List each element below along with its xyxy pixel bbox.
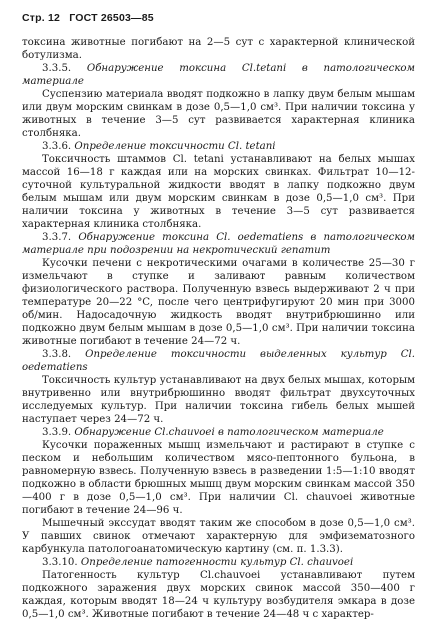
body-paragraph: Патогенность культур Cl.chauvoei устанавливают путем подкожного заражения двух морских свинок массой 350—400 г каждая, которым вводят 18—24 ч культуру возбудителя эмкара в дозе 0,5—1,0 см³. Животные погибают в течение 24—48 ч с характер- bbox=[22, 570, 415, 620]
section-heading bbox=[22, 348, 415, 374]
body-paragraph: Мышечный экссудат вводят таким же способом в дозе 0,5—1,0 см³. У павших свинок отмечают характерную для эмфизематозного карбункула патологоанатомическую картину (см. п. 1.3.3). bbox=[22, 518, 415, 555]
section-number: 3.3.9. bbox=[42, 427, 72, 438]
section-title: Определение токсичности выделенных культур Cl. oedematiens bbox=[22, 349, 415, 373]
section-heading bbox=[22, 231, 415, 257]
body-paragraph: токсина животные погибают на 2—5 сут с характерной клинической ботулизма. bbox=[22, 37, 415, 61]
section-heading bbox=[22, 62, 415, 88]
section-title: Обнаружение Cl.chauvoei в патологическом материале bbox=[74, 427, 384, 438]
section-number: 3.3.7. bbox=[42, 232, 72, 243]
section-title: Обнаружение токсина Cl.tetani в патологическом материале bbox=[22, 63, 415, 87]
section-title: Определение токсичности Cl. tetani bbox=[74, 141, 276, 152]
section-heading bbox=[22, 140, 415, 153]
section-number: 3.3.6. bbox=[42, 141, 72, 152]
section-title: Обнаружение токсина Cl. oedematiens в патологическом материале при подозрении на некротический гепатит bbox=[22, 232, 415, 256]
body-paragraph: Суспензию материала вводят подкожно в лапку двум белым мышам или двум морским свинкам в дозе 0,5—1,0 см³. При наличии токсина у животных в течение 3—5 сут развивается характерная клиника столбняка. bbox=[22, 89, 415, 139]
body-paragraph: Кусочки пораженных мышц измельчают и растирают в ступке с песком и небольшим количеством мясо-пептонного бульона, в равномерную взвесь. Полученную взвесь в разведении 1:5—1:10 вводят подкожно в области брюшных мышц двум морским свинкам массой 350—400 г в дозе 0,5—1,0 см³. При наличии Cl. chauvoei животные погибают в течение 24—96 ч. bbox=[22, 440, 415, 516]
section-title: Определение патогенности культур Cl. chauvoei bbox=[80, 557, 354, 568]
body-paragraph: Кусочки печени с некротическими очагами в количестве 25—30 г измельчают в ступке и заливают равным количеством физиологического раствора. Полученную взвесь выдерживают 2 ч при температуре 20—22 °C, после чего центрифугируют 20 мин при 3000 об/мин. Надосадочную жидкость вводят внутрибрюшинно или подкожно двум белым мышам в дозе 0,5—1,0 см³. При наличии токсина животные погибают в течение 24—72 ч. bbox=[22, 258, 415, 347]
page-header bbox=[22, 12, 415, 24]
body-paragraph: Токсичность штаммов Cl. tetani устанавливают на белых мышах массой 16—18 г каждая или на морских свинках. Фильтрат 10—12-суточной культуральной жидкости вводят в лапку подкожно двум белым мышам или двум морским свинкам в дозе 0,5—1,0 см³. При наличии токсина у животных в течение 3—5 сут развивается характерная клиника столбняка. bbox=[22, 154, 415, 230]
section-number: 3.3.5. bbox=[42, 63, 72, 74]
section-number: 3.3.8. bbox=[42, 349, 72, 360]
standard-number: ГОСТ 26503—85 bbox=[69, 12, 154, 24]
section-number: 3.3.10. bbox=[42, 557, 78, 568]
document-body bbox=[22, 36, 415, 621]
section-heading bbox=[22, 556, 415, 569]
body-paragraph: Токсичность культур устанавливают на двух белых мышах, которым внутривенно или внутрибрюшинно вводят фильтрат двухсуточных исследуемых культур. При наличии токсина гибель белых мышей наступает через 24—72 ч. bbox=[22, 375, 415, 425]
section-heading bbox=[22, 426, 415, 439]
page-number: Стр. 12 bbox=[22, 12, 61, 24]
